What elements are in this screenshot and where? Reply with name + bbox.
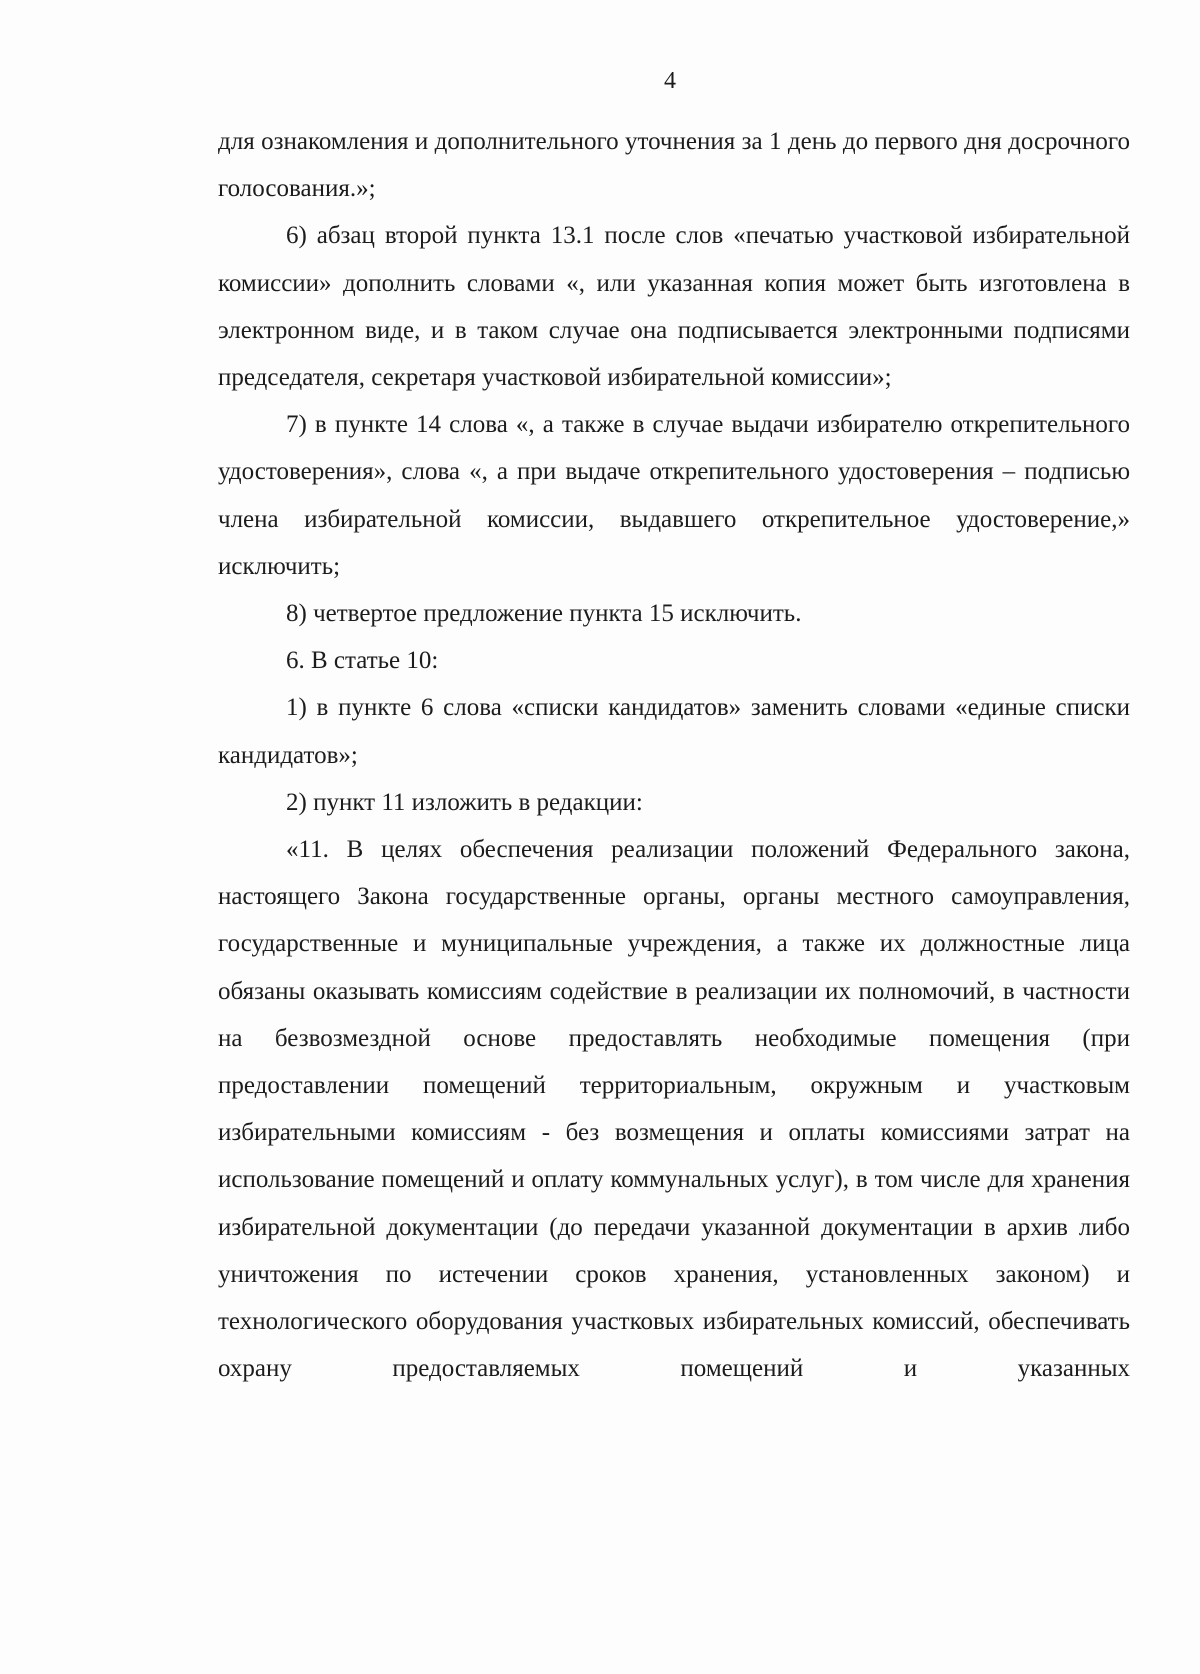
paragraph-item-6: 6) абзац второй пункта 13.1 после слов «печатью участковой избирательной комиссии» дополнить словами «, или указанная копия может быть изготовлена в электронном виде, и в таком случае она подписывается электронными подписями председателя, секретаря участковой избирательной комиссии»;: [218, 222, 1130, 392]
paragraph-article-10-heading: 6. В статье 10:: [286, 647, 439, 675]
document-body: [218, 118, 1130, 1392]
paragraph-continuation: для ознакомления и дополнительного уточнения за 1 день до первого дня досрочного голосования.»;: [218, 128, 1130, 203]
paragraph-article-10-item-2: 2) пункт 11 изложить в редакции:: [286, 788, 643, 816]
paragraph-item-8: 8) четвертое предложение пункта 15 исключить.: [286, 600, 802, 628]
page-number: 4: [664, 68, 676, 94]
paragraph-item-7: 7) в пункте 14 слова «, а также в случае выдачи избирателю открепительного удостоверения», слова «, а при выдаче открепительного удостоверения – подписью члена избирательной комиссии, выдавшего открепительное удостоверение,» исключить;: [218, 411, 1130, 580]
paragraph-article-10-item-1: 1) в пункте 6 слова «списки кандидатов» заменить словами «единые списки кандидатов»;: [218, 694, 1130, 769]
paragraph-point-11-text: «11. В целях обеспечения реализации положений Федерального закона, настоящего Закона государственные органы, органы местного самоуправления, государственные и муниципальные учреждения, а также их должностные лица обязаны оказывать комиссиям содействие в реализации их полномочий, в частности на безвозмездной основе предоставлять необходимые помещения (при предоставлении помещений территориальным, окружным и участковым избирательными комиссиям - без возмещения и оплаты комиссиями затрат на использование помещений и оплату коммунальных услуг), в том числе для хранения избирательной документации (до передачи указанной документации в архив либо уничтожения по истечении сроков хранения, установленных законом) и технологического оборудования участковых избирательных комиссий, обеспечивать охрану предоставляемых помещений и указанных: [218, 836, 1130, 1383]
